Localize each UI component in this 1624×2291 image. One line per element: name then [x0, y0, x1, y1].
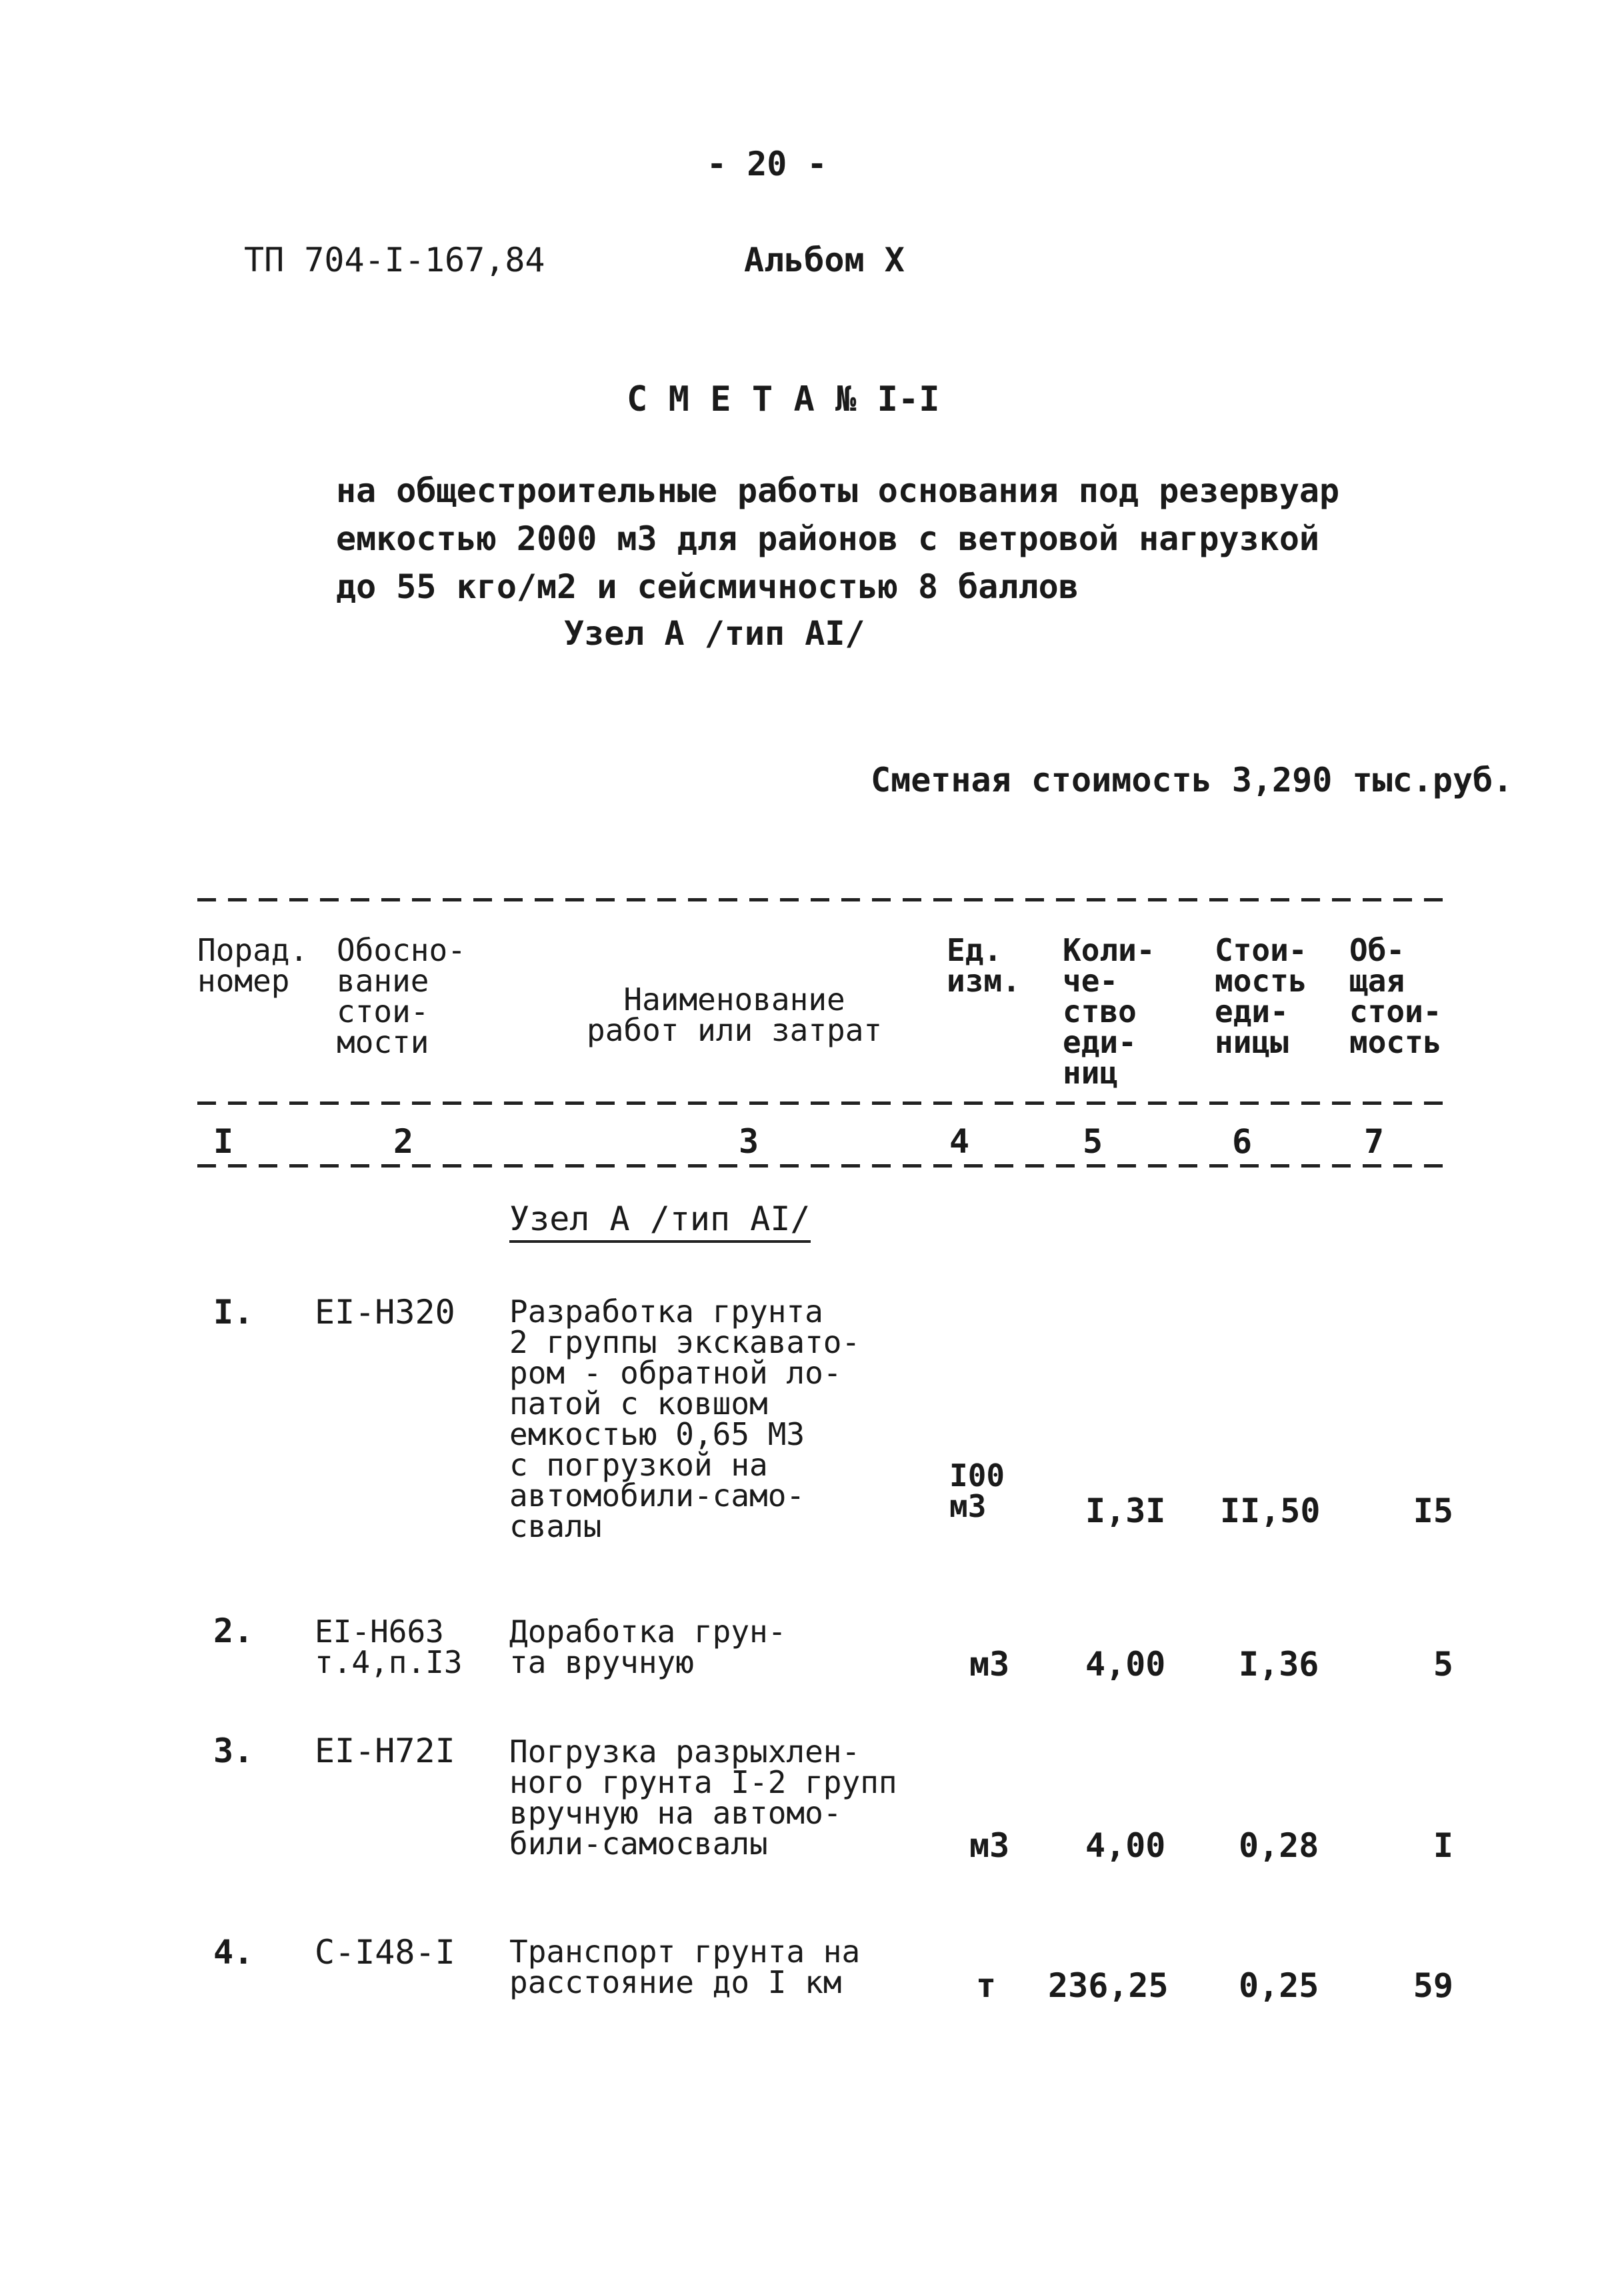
column-number-1: I [213, 1122, 234, 1161]
album-label: Альбом X [744, 241, 905, 279]
row-unit: м3 [969, 1826, 1010, 1865]
title-line-1: на общестроительные работы основания под резервуар [336, 471, 1340, 510]
column-header-unit: Ед. изм. [947, 932, 1021, 999]
row-number: I. [213, 1293, 254, 1332]
table-top-rule [197, 898, 1455, 901]
column-header-quantity: Коли- че- ство еди- ниц [1063, 932, 1155, 1091]
column-number-4: 4 [949, 1122, 970, 1161]
row-quantity: 236,25 [1048, 1966, 1169, 2005]
row-total-cost: 5 [1433, 1645, 1453, 1684]
estimate-cost: Сметная стоимость 3,290 тыс.руб. [871, 761, 1513, 799]
title-line-2: емкостью 2000 м3 для районов с ветровой нагрузкой [336, 519, 1320, 558]
column-header-work-name: Наименование работ или затрат [587, 981, 883, 1048]
row-quantity: I,3I [1085, 1492, 1166, 1530]
row-total-cost: I5 [1413, 1492, 1453, 1530]
column-header-unit-cost: Стои- мость еди- ницы [1215, 932, 1307, 1060]
column-number-7: 7 [1364, 1122, 1385, 1161]
row-cost-basis: ЕI-Н72I [315, 1732, 455, 1770]
row-unit-cost: 0,25 [1239, 1966, 1319, 2005]
row-unit-cost: I,36 [1239, 1645, 1319, 1684]
estimate-heading: С М Е Т А № I-I [627, 379, 940, 419]
column-number-2: 2 [393, 1122, 414, 1161]
column-number-5: 5 [1083, 1122, 1103, 1161]
table-header-rule [197, 1101, 1455, 1105]
section-title: Узел А /тип АI/ [509, 1200, 811, 1243]
row-unit: I00 м3 [949, 1458, 1005, 1524]
row-quantity: 4,00 [1085, 1826, 1166, 1865]
column-header-total-cost: Об- щая стои- мость [1349, 932, 1442, 1060]
title-line-4: Узел А /тип АI/ [564, 614, 865, 653]
row-number: 4. [213, 1933, 254, 1972]
column-header-order-number: Порад. номер [197, 932, 309, 999]
row-unit: м3 [969, 1645, 1010, 1684]
row-number: 2. [213, 1612, 254, 1650]
row-total-cost: I [1433, 1826, 1453, 1865]
row-cost-basis: ЕI-Н320 [315, 1293, 455, 1332]
row-total-cost: 59 [1413, 1966, 1453, 2005]
row-cost-basis: ЕI-Н663 т.4,п.I3 [315, 1614, 463, 1680]
document-code: ТП 704-I-167,84 [244, 241, 545, 279]
row-unit: т [976, 1966, 997, 2005]
row-work-name: Погрузка разрыхлен- ного грунта I-2 групп вручную на автомо- били-самосвалы [509, 1734, 897, 1862]
column-number-6: 6 [1232, 1122, 1253, 1161]
row-work-name: Разработка грунта 2 группы экскавато- ром - обратной ло- патой с ковшом емкостью 0,65 М3 с погрузкой на автомобили-само- свалы [509, 1294, 861, 1544]
row-quantity: 4,00 [1085, 1645, 1166, 1684]
page-number: - 20 - [707, 145, 827, 183]
row-unit-cost: II,50 [1220, 1492, 1321, 1530]
row-number: 3. [213, 1732, 254, 1770]
row-cost-basis: С-I48-I [315, 1933, 455, 1972]
row-unit-cost: 0,28 [1239, 1826, 1319, 1865]
column-numbers-rule [197, 1164, 1455, 1168]
column-header-cost-basis: Обосно- вание стои- мости [337, 932, 466, 1060]
row-work-name: Доработка грун- та вручную [509, 1614, 787, 1680]
title-line-3: до 55 кго/м2 и сейсмичностью 8 баллов [336, 567, 1079, 606]
column-number-3: 3 [739, 1122, 759, 1161]
row-work-name: Транспорт грунта на расстояние до I км [509, 1934, 861, 2000]
